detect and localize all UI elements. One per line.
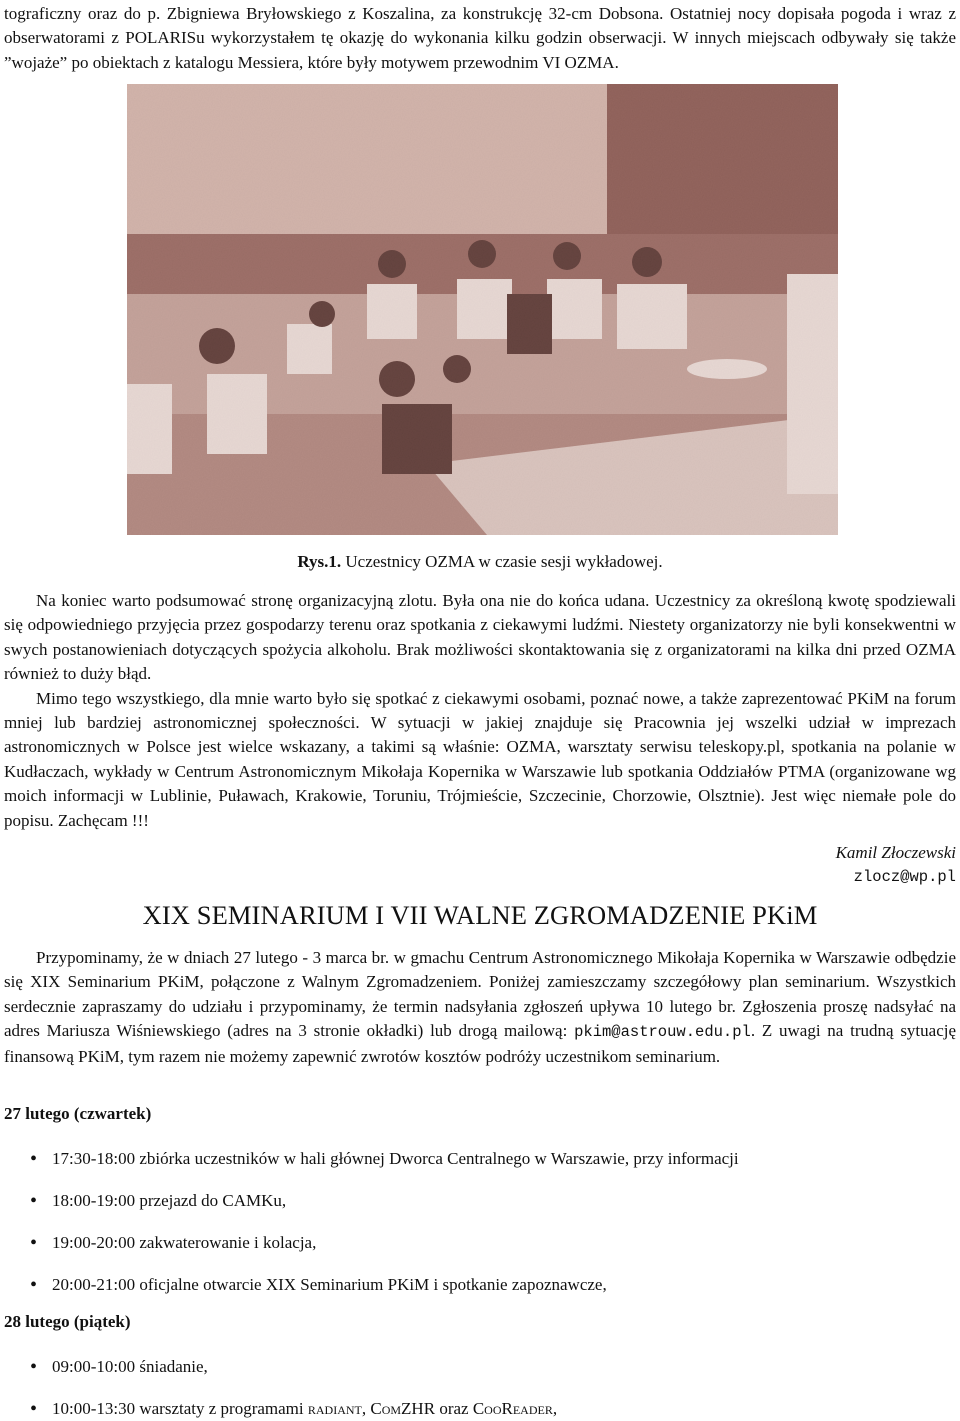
list-item: • 17:30-18:00 zbiórka uczestników w hali głównej Dworca Centralnego w Warszawie, przy informacji xyxy=(4,1147,956,1171)
seminar-text-after: . Z uwagi na trudną sytuację finansową PKiM, tym razem nie możemy zapewnić zwrotów kosztów podróży uczestnikom seminarium. xyxy=(4,1021,957,1066)
author-email[interactable]: zlocz@wp.pl xyxy=(853,868,956,886)
article-body xyxy=(4,589,956,833)
signature xyxy=(836,841,956,889)
photo-ozma-participants xyxy=(127,84,838,535)
separator: , xyxy=(361,1399,371,1418)
list-item xyxy=(4,1397,956,1421)
program-cooreader: CooReader xyxy=(472,1399,553,1418)
section-title: XIX SEMINARIUM I VII WALNE ZGROMADZENIE PKiM xyxy=(142,900,818,930)
list-item: • 18:00-19:00 przejazd do CAMKu, xyxy=(4,1189,956,1213)
summary-paragraph: Na koniec warto podsumować stronę organizacyjną zlotu. Była ona nie do końca udana. Uczestnicy za określoną kwotę spodziewali się odpowiedniego przyjęcia przez gospodarzy terenu oraz spotkania z ciekawymi ludźmi. Niestety organizatorzy nie byli konsekwentni w swych postanowieniach dotyczących spożycia alkoholu. Brak możliwości skontaktowania się z organizatorami na kilka dni przed OZMA również to duży błąd. xyxy=(4,591,956,684)
list-item: • 19:00-20:00 zakwaterowanie i kolacja, xyxy=(4,1231,956,1255)
author-name: Kamil Złoczewski xyxy=(835,843,956,862)
day-heading-1: 27 lutego (czwartek) xyxy=(4,1104,152,1123)
intro-paragraph: tograficzny oraz do p. Zbigniewa Bryłowskiego z Koszalina, za konstrukcję 32-cm Dobsona. Ostatniej nocy dopisała pogoda i wraz z obserwatorami z POLARISu wykorzystałem tę okazję do wykonania kilku godzin obserwacji. W innych miejscach odbywały się także ”wojaże” po obiektach z katalogu Messiera, które były motywem przewodnim VI OZMA. xyxy=(4,4,956,72)
list-item: • 20:00-21:00 oficjalne otwarcie XIX Seminarium PKiM i spotkanie zapoznawcze, xyxy=(4,1273,956,1297)
seminar-text-before: Przypominamy, że w dniach 27 lutego - 3 marca br. w gmachu Centrum Astronomicznego Mikołaja Kopernika w Warszawie odbędzie się XIX Seminarium PKiM, połączone z Walnym Zgromadzeniem. Poniżej zamieszczamy szczegółowy plan seminarium. Wszystkich serdecznie zapraszamy do udziału i przypominamy, że termin nadsyłania zgłoszeń upływa 10 lutego br. Zgłoszenia proszę nadsyłać na adres Mariusza Wiśniewskiego (adres na 3 stronie okładki) lub drogą mailową: xyxy=(4,948,956,1041)
list-item: • 09:00-10:00 śniadanie, xyxy=(4,1355,956,1379)
photo-image xyxy=(127,84,838,535)
caption-label: Rys.1. xyxy=(297,552,342,571)
seminar-announcement xyxy=(4,946,956,1069)
day-heading-2: 28 lutego (piątek) xyxy=(4,1312,131,1331)
seminar-paragraph xyxy=(4,946,956,1069)
item-prefix: 10:00-13:30 warsztaty z programami xyxy=(52,1399,308,1418)
closing-paragraph: Mimo tego wszystkiego, dla mnie warto było się spotkać z ciekawymi osobami, poznać nowe, a także zaprezentować PKiM na forum mniej lub bardziej astronomicznej społeczności. W sytuacji w jakiej znajduje się Pracownia jej wszelki udział w imprezach astronomicznych w Polsce jest wielce wskazany, a takimi są właśnie: OZMA, warsztaty serwisu teleskopy.pl, spotkania na polanie w Kudłaczach, wykłady w Centrum Astronomicznym Mikołaja Kopernika w Warszawie lub spotkania Oddziałów PTMA (organizowane wg moich informacji w Lublinie, Puławach, Krakowie, Toruniu, Trójmieście, Szczecinie, Chorzowie, Olsztnie). Jest więc niemałe pole do popisu. Zachęcam !!! xyxy=(4,688,956,830)
schedule-list-2 xyxy=(4,1355,956,1421)
program-comzhr: ComZHR xyxy=(370,1399,436,1418)
figure-caption xyxy=(4,552,956,572)
caption-text: Uczestnicy OZMA w czasie sesji wykładowej. xyxy=(345,552,663,571)
item-suffix: , xyxy=(552,1399,558,1418)
program-radiant: radiant xyxy=(307,1399,362,1418)
separator: oraz xyxy=(435,1399,473,1418)
seminar-email[interactable]: pkim@astrouw.edu.pl xyxy=(574,1023,751,1042)
schedule-list-1 xyxy=(4,1147,956,1297)
